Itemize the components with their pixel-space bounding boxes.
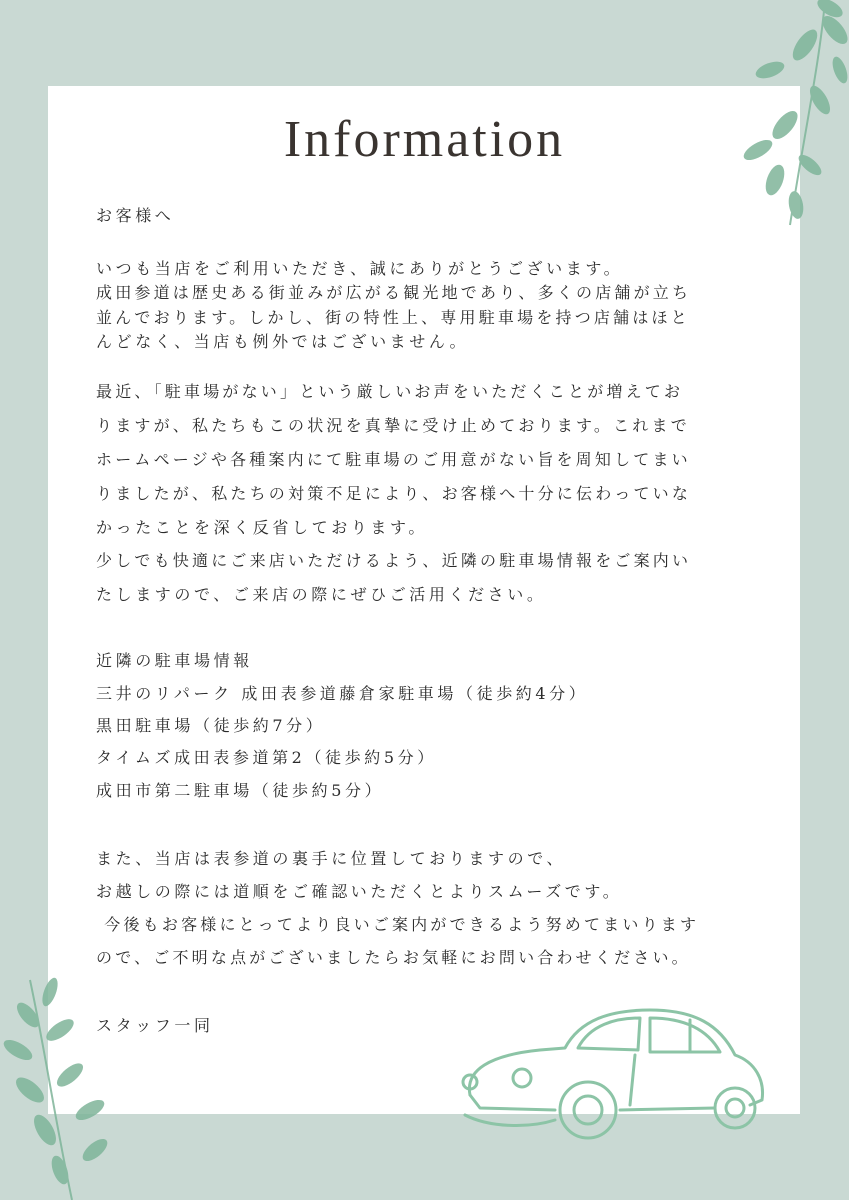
vintage-car-icon bbox=[450, 1000, 770, 1150]
paragraph-line: お越しの際には道順をご確認いただくとよりスムーズです。 bbox=[96, 882, 623, 901]
greeting: お客様へ bbox=[96, 206, 175, 225]
paragraph-line: んどなく、当店も例外ではございません。 bbox=[96, 332, 470, 351]
paragraph-line: ので、ご不明な点がございましたらお気軽にお問い合わせください。 bbox=[96, 948, 691, 967]
parking-heading: 近隣の駐車場情報 bbox=[96, 651, 253, 670]
paragraph-line: いつも当店をご利用いただき、誠にありがとうございます。 bbox=[96, 259, 624, 278]
paragraph-line: たしますので、ご来店の際にぜひご活用ください。 bbox=[96, 585, 547, 604]
paragraph-line: かったことを深く反省しております。 bbox=[96, 518, 428, 537]
page-title: Information bbox=[283, 111, 566, 168]
leaf-branch-icon bbox=[0, 970, 120, 1200]
paragraph-line: 並んでおります。しかし、街の特性上、専用駐車場を持つ店舗はほと bbox=[96, 308, 690, 327]
parking-item: 成田市第二駐車場（徒歩約5分） bbox=[96, 781, 385, 800]
parking-item: タイムズ成田表参道第2（徒歩約5分） bbox=[96, 748, 437, 767]
signature: スタッフ一同 bbox=[96, 1016, 214, 1035]
paragraph-line: 今後もお客様にとってより良いご案内ができるよう努めてまいります bbox=[96, 915, 700, 934]
parking-item: 黒田駐車場（徒歩約7分） bbox=[96, 716, 326, 735]
paragraph-line: 少しでも快適にご来店いただけるよう、近隣の駐車場情報をご案内い bbox=[96, 551, 692, 570]
parking-item: 三井のリパーク 成田表参道藤倉家駐車場（徒歩約4分） bbox=[96, 684, 589, 703]
paragraph-line: 最近、「駐車場がない」という厳しいお声をいただくことが増えてお bbox=[96, 382, 684, 401]
paragraph-line: りますが、私たちもこの状況を真摯に受け止めております。これまで bbox=[96, 416, 690, 435]
paragraph-line: ホームページや各種案内にて駐車場のご用意がない旨を周知してまい bbox=[96, 450, 691, 469]
paragraph-line: りましたが、私たちの対策不足により、お客様へ十分に伝わっていな bbox=[96, 484, 692, 503]
paragraph-line: また、当店は表参道の裏手に位置しておりますので、 bbox=[96, 849, 567, 868]
paragraph-line: 成田参道は歴史ある街並みが広がる観光地であり、多くの店舗が立ち bbox=[96, 283, 692, 302]
